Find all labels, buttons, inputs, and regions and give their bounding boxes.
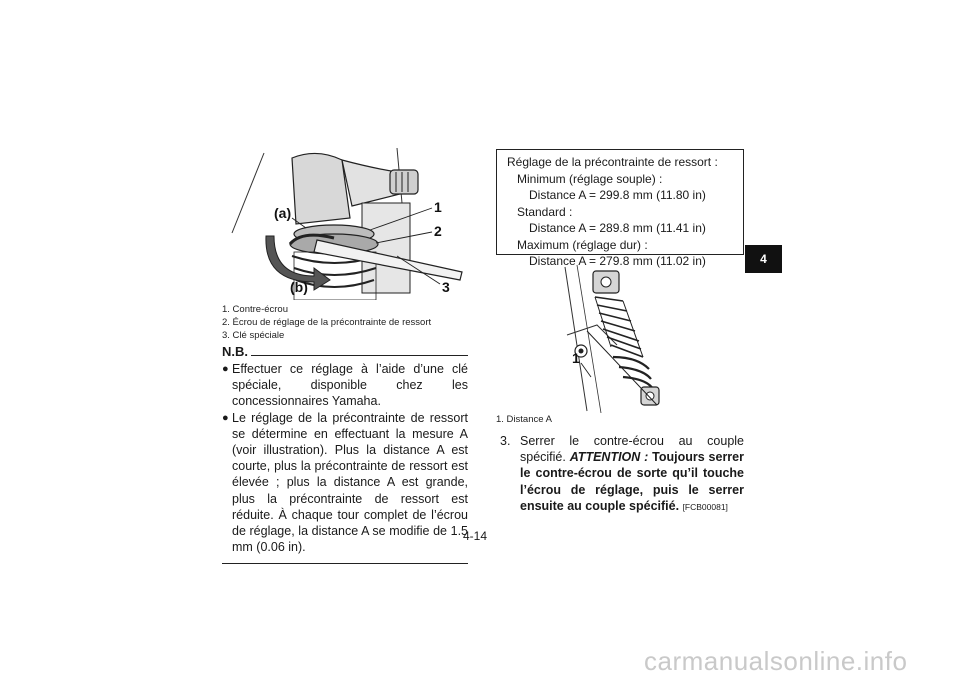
- note-title-rule: [251, 355, 468, 356]
- label-2: 2: [434, 223, 442, 239]
- spec-minimum-label: Minimum (réglage souple) :: [517, 171, 663, 186]
- step-3: [500, 433, 744, 515]
- label-1: 1: [434, 199, 442, 215]
- figure2-caption: 1. Distance A: [496, 414, 552, 425]
- attention-label: ATTENTION :: [569, 450, 649, 465]
- label-3: 3: [442, 279, 450, 295]
- note-block: [222, 344, 468, 564]
- spec-maximum-label: Maximum (réglage dur) :: [517, 237, 648, 252]
- shock-absorber-illustration: [557, 265, 677, 413]
- step-3-number: 3.: [500, 434, 511, 448]
- spec-minimum-value: Distance A = 299.8 mm (11.80 in): [529, 188, 706, 202]
- label-a: (a): [274, 205, 292, 221]
- note-bullet-text: Effectuer ce réglage à l’aide d’une clé spéciale, disponible chez les concessionnaires Yamaha.: [232, 362, 468, 409]
- spec-box: [496, 149, 744, 268]
- label-distance-1: 1: [572, 350, 580, 366]
- step-3-text: Serrer le contre-écrou au couple spécifié.: [520, 434, 744, 465]
- attention-text: Toujours serrer le contre-écrou de sorte qu’il touche l’écrou de réglage, puis le serrer ensuite au couple spécifié.: [520, 450, 744, 513]
- note-bullet-text: Le réglage de la précontrainte de ressort se détermine en effectuant la mesure A (voir illustration). Plus la distance A est courte, plus la précontrainte de ressort est élevée ; plus la distance A est grande, plus la précontrainte de ressort est réduite. À chaque tour complet de l’écrou de réglage, la distance A se modifie de 1.5 mm (0.06 in).: [232, 410, 468, 555]
- figure1-captions: [222, 303, 472, 342]
- spec-maximum-value: Distance A = 279.8 mm (11.02 in): [529, 254, 706, 268]
- note-bullet: [222, 410, 468, 556]
- watermark: carmanualsonline.info: [644, 646, 908, 676]
- spec-standard-label: Standard :: [517, 204, 573, 219]
- chapter-tab: 4: [745, 245, 782, 273]
- bullet-dot-icon: ●: [222, 411, 229, 424]
- note-title: N.B.: [222, 344, 248, 359]
- attention-code: [FCB00081]: [682, 501, 728, 512]
- spec-standard-value: Distance A = 289.8 mm (11.41 in): [529, 221, 706, 235]
- note-bullet: [222, 361, 468, 410]
- caption-contre-ecrou: 1. Contre-écrou: [222, 304, 289, 315]
- spring-adjust-illustration: [222, 148, 470, 300]
- bullet-dot-icon: ●: [222, 363, 229, 375]
- note-bottom-rule: [222, 563, 468, 564]
- label-b: (b): [290, 279, 308, 295]
- caption-ecrou-reglage: 2. Écrou de réglage de la précontrainte de ressort: [222, 317, 432, 328]
- caption-cle-speciale: 3. Clé spéciale: [222, 330, 285, 341]
- page-number: 4-14: [463, 529, 488, 543]
- spec-title: Réglage de la précontrainte de ressort :: [507, 155, 718, 169]
